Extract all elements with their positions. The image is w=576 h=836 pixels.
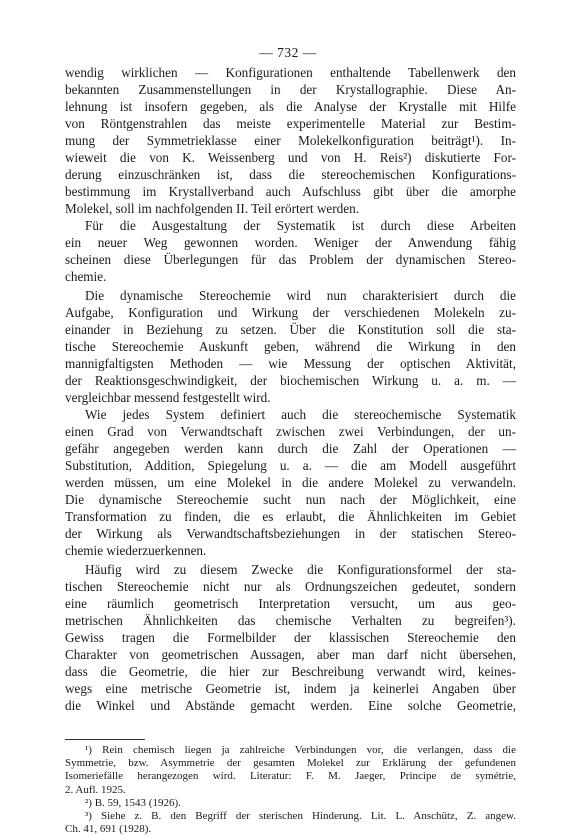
text-line: derung einzuschränken ist, dass die stereochemischen Konfigurations- [65,167,516,182]
text-line: Die dynamische Stereochemie sucht nun nach der Möglichkeit, eine [65,492,516,507]
text-line: wieweit die von K. Weissenberg und von H. Reis²) diskutierte For- [65,150,516,165]
text-line: metrischen Ähnlichkeiten das chemische Verhalten zu begreifen³). [65,613,516,628]
text-line: vergleichbar messend festgestellt wird. [65,390,271,405]
text-line: chemie wiederzuerkennen. [65,543,207,558]
text-line: bestimmung im Krystallverband auch Aufschluss gibt über die amorphe [65,184,516,199]
footnote-line: ¹) Rein chemisch liegen ja zahlreiche Verbindungen vor, die verlangen, dass die [85,744,516,756]
text-line: Substitution, Addition, Spiegelung u. a. — die am Modell ausgeführt [65,458,516,473]
text-line: dass die Geometrie, die hier zur Beschreibung verwandt wird, keines- [65,664,516,679]
text-line: einander in Beziehung zu setzen. Über die Konstitution soll die sta- [65,322,516,337]
footnote-line: Ch. 41, 691 (1928). [65,823,152,836]
text-line: eine räumlich geometrisch Interpretation versucht, um aus geo- [65,596,516,611]
text-line: einen Grad von Verwandtschaft zwischen zwei Verbindungen, der un- [65,424,516,439]
text-line: ein neuer Weg gewonnen worden. Weniger der Anwendung fähig [65,235,516,250]
text-line: von Röntgenstrahlen das meiste experimentelle Material zur Bestim- [65,116,516,131]
text-line: Häufig wird zu diesem Zwecke die Konfigurationsformel der sta- [85,562,516,577]
text-line: tischen Stereochemie nicht nur als Ordnungszeichen gedeutet, sondern [65,579,516,594]
footnote-line: ³) Siehe z. B. den Begriff der sterischen Hinderung. Lit. L. Anschütz, Z. angew. [85,809,516,822]
page-number: — 732 — [259,45,317,60]
text-line: bekannten Zusammenstellungen in der Krystallographie. Diese An- [65,82,516,97]
text-line: tische Stereochemie Auskunft geben, während die Wirkung in den [65,339,516,354]
footnote-line: Symmetrie, bzw. Asymmetrie der gesamten Molekel zur Erklärung der gefundenen [65,757,516,770]
text-line: lehnung ist insofern gegeben, als die Analyse der Krystalle mit Hilfe [65,99,516,114]
text-line: Charakter von geometrischen Aussagen, aber man darf nicht übersehen, [65,647,516,662]
footnote-line: 2. Aufl. 1925. [65,783,126,796]
text-line: Aufgabe, Konfiguration und Wirkung der verschiedenen Molekeln zu- [65,305,516,320]
text-line: Gewiss tragen die Formelbilder der klassischen Stereochemie den [65,630,516,645]
footnotes [65,744,516,836]
text-line: mung der Symmetrieklasse einer Molekelkonfiguration beiträgt¹). In- [65,133,516,148]
text-line: die Winkel und Abstände gemacht werden. Eine solche Geometrie, [65,698,516,713]
text-line: mannigfaltigsten Methoden — wie Messung der optischen Aktivität, [65,356,516,371]
text-line: Die dynamische Stereochemie wird nun charakterisiert durch die [85,288,516,303]
body-text [65,64,516,714]
text-line: der Reaktionsgeschwindigkeit, der biochemischen Wirkung u. a. m. — [65,373,516,388]
text-line: scheinen diese Überlegungen für das Problem der dynamischen Stereo- [65,252,516,267]
footnote-divider [65,739,145,740]
text-line: chemie. [65,269,107,284]
text-line: Wie jedes System definiert auch die stereochemische Systematik [85,407,516,422]
footnote-line: ²) B. 59, 1543 (1926). [85,796,181,809]
text-line: Transformation zu finden, die es erlaubt, die Ähnlichkeiten im Gebiet [65,509,516,524]
text-line: Molekel, soll im nachfolgenden II. Teil erörtert werden. [65,201,359,216]
text-line: wegs eine metrische Geometrie ist, indem ja keinerlei Angaben über [65,681,516,696]
text-line: werden müssen, um eine Molekel in die andere Molekel zu verwandeln. [65,475,516,490]
text-line: gefähr angegeben werden kann durch die Zahl der Operationen — [65,441,516,456]
text-line: wendig wirklichen — Konfigurationen enthaltende Tabellenwerk den [65,65,516,80]
footnote-line: Isomeriefälle herangezogen wird. Literatur: F. M. Jaeger, Principe de symétrie, [65,770,516,783]
text-line: Für die Ausgestaltung der Systematik ist durch diese Arbeiten [85,218,516,233]
text-line: der Wirkung als Verwandtschaftsbeziehungen in der statischen Stereo- [65,526,516,541]
